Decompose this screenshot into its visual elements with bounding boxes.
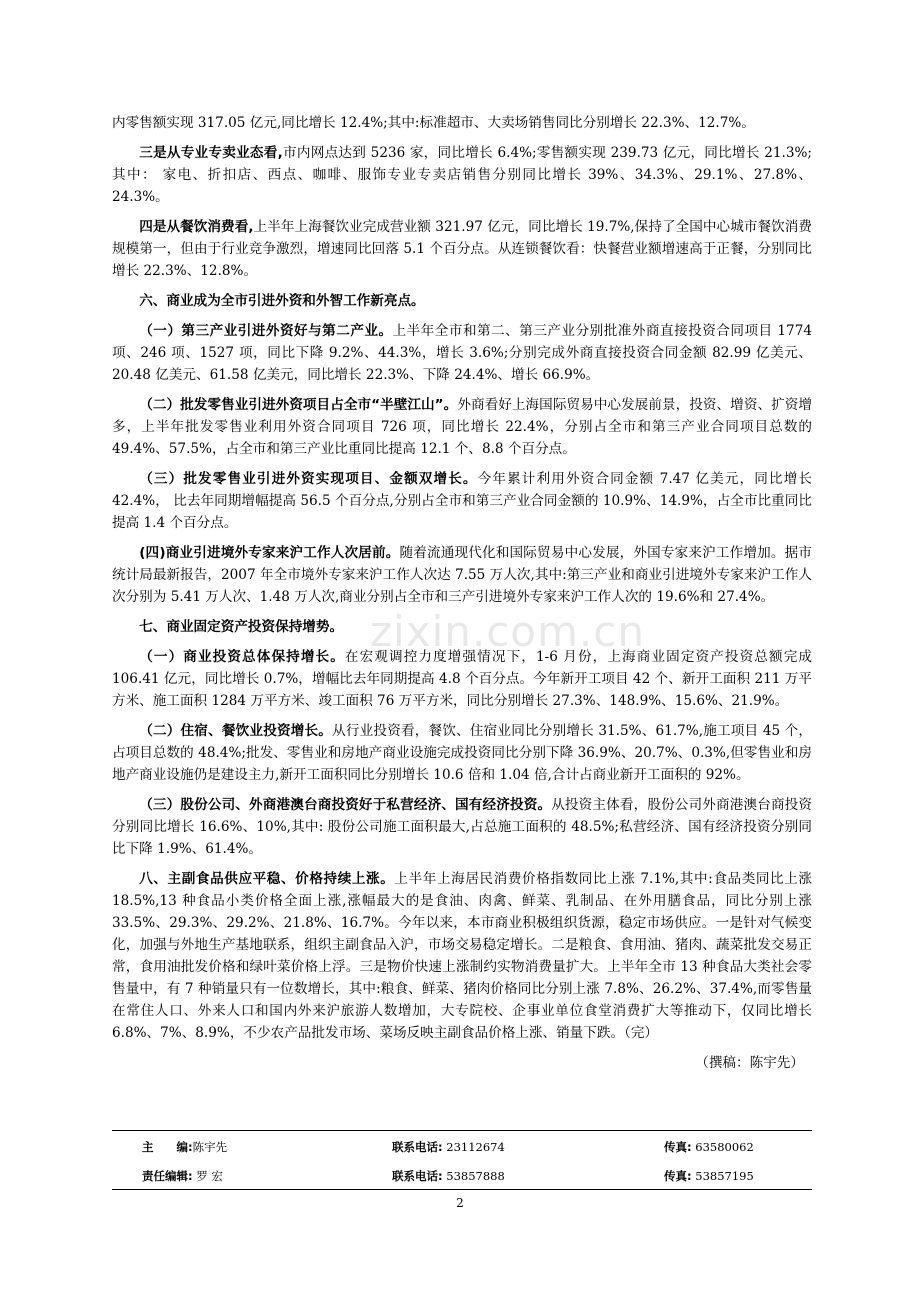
fax-label: 传真: [664,1169,692,1183]
editor-label: 责任编辑: [142,1169,193,1183]
contact-phone-1 [392,1139,505,1155]
responsible-editor [142,1168,223,1184]
paragraph-6-1 [112,320,812,386]
paragraph-text: 外商看好上海国际贸易中心发展前景，投资、增资、扩资增多，上半年批发零售业利用外资合同项目 726 项，同比增长 22.4%，分别占全市和第三产业合同项目总数的 49.4%、57.5%，占全市和第三产业比重同比提高 12.1 个、8.8 个百分点。 [112,397,812,457]
paragraph-heading: 四是从餐饮消费看, [139,219,254,235]
paragraph-heading: (四)商业引进境外专家来沪工作人次居前。 [139,545,400,561]
section-heading-7 [112,616,812,638]
paragraph-text: 随着流通现代化和国际贸易中心发展，外国专家来沪工作增加。据市统计局最新报告，2007 年全市境外专家来沪工作人次达 7.55 万人次,其中:第三产业和商业引进境外专家来沪工作人次分别为 5.41 万人次、1.48 万人次,商业分别占全市和三产引进境外专家来沪工作人次的 19.6%和 27.4%。 [112,545,812,605]
paragraph-heading: 六、商业成为全市引进外资和外智工作新亮点。 [139,293,425,309]
paragraph-6-2 [112,394,812,460]
paragraph-heading: 八、主副食品供应平稳、价格持续上涨。 [139,871,395,887]
paragraph-heading: （三）股份公司、外商港澳台商投资好于私营经济、国有经济投资。 [139,797,552,813]
footer-row-responsible-editor [112,1160,812,1189]
fax-1 [664,1139,754,1155]
paragraph-text: 上半年全市和第二、第三产业分别批准外商直接投资合同项目 1774 项、246 项、1527 项，同比下降 9.2%、44.3%，增长 3.6%;分别完成外商直接投资合同金额 82.99 亿美元、20.48 亿美元、61.58 亿美元，同比增长 22.3%、下降 24.4%、增长 66.9%。 [112,323,813,383]
document-body [112,112,812,1074]
section-heading-6 [112,290,812,312]
paragraph-text: 上半年上海居民消费价格指数同比上涨 7.1%,其中:食品类同比上涨 18.5%,13 种食品小类价格全面上涨,涨幅最大的是食油、肉禽、鲜菜、乳制品、在外用膳食品，同比分别上涨 33.5%、29.3%、29.2%、21.8%、16.7%。今年以来，本市商业积极组织货源，稳定市场供应。一是针对气候变化，加强与外地生产基地联系，组织主副食品入沪，市场交易稳定增长。二是粮食、食用油、猪肉、蔬菜批发交易正常，食用油批发价格和绿叶菜价格上浮。三是物价快速上涨制约实物消费量扩大。上半年全市 13 种食品大类社会零售量中，有 7 种销量只有一位数增长，其中:粮食、鲜菜、猪肉价格同比分别上涨 7.8%、26.2%、37.4%,而零售量在常住人口、外来人口和国内外来沪旅游人数增加，大专院校、企事业单位食堂消费扩大等推动下，仅同比增长 6.8%、7%、8.9%，不少农产品批发市场、菜场反映主副食品价格上涨、销量下跌。（完） [112,871,813,1041]
editor-name: 罗 宏 [196,1169,223,1183]
paragraph-heading: 七、商业固定资产投资保持增势。 [139,619,344,635]
paragraph-heading: （一）第三产业引进外资好与第二产业。 [139,323,393,339]
paragraph-text: 从投资主体看，股份公司外商港澳台商投资分别同比增长 16.6%、10%,其中: 股份公司施工面积最大,占总施工面积的 48.5%;私营经济、国有经济投资分别同比下降 1.9%、61.4%。 [112,797,813,857]
paragraph-6-3 [112,468,812,534]
phone-label: 联系电话: [392,1140,443,1154]
paragraph-6-4 [112,542,812,608]
paragraph-heading: （三）批发零售业引进外资实现项目、金额双增长。 [139,471,478,487]
paragraph-heading: （二）批发零售业引进外资项目占全市“半壁江山”。 [139,397,458,413]
paragraph-1 [112,112,812,134]
phone-number: 53857888 [446,1169,505,1183]
paragraph-heading: （二）住宿、餐饮业投资增长。 [139,723,333,739]
footer-row-editor [112,1131,812,1160]
paragraph-heading: 三是从专业专卖业态看, [139,145,283,161]
phone-label: 联系电话: [392,1169,443,1183]
paragraph-heading: （一）商业投资总体保持增长。 [139,649,345,665]
paragraph-8 [112,868,812,1044]
fax-number: 63580062 [695,1140,754,1154]
phone-number: 23112674 [446,1140,505,1154]
editor-label: 主 编: [142,1140,193,1154]
editor-name: 陈宇先 [192,1140,228,1154]
fax-2 [664,1168,754,1184]
watermark: zixin.com.cn [370,607,645,656]
paragraph-text: 内零售额实现 317.05 亿元,同比增长 12.4%;其中:标准超市、大卖场销售同比分别增长 22.3%、12.7%。 [112,115,755,131]
fax-number: 53857195 [695,1169,754,1183]
paragraph-text: 在宏观调控力度增强情况下，1-6 月份，上海商业固定资产投资总额完成 106.41 亿元，同比增长 0.7%，增幅比去年同期提高 4.8 个百分点。今年新开工项目 42 个、新开工面积 211 万平方米、施工面积 1284 万平方米、竣工面积 76 万平方米，同比分别增长 27.3%、148.9%、15.6%、21.9%。 [112,649,812,709]
paragraph-3 [112,216,812,282]
paragraph-text: 上半年上海餐饮业完成营业额 321.97 亿元，同比增长 19.7%,保持了全国中心城市餐饮消费规模第一，但由于行业竞争激烈，增速同比回落 5.1 个百分点。从连锁餐饮看：快餐营业额增速高于正餐，分别同比增长 22.3%、12.8%。 [112,219,813,279]
fax-label: 传真: [664,1140,692,1154]
paragraph-7-2 [112,720,812,786]
contact-phone-2 [392,1168,505,1184]
paragraph-7-1 [112,646,812,712]
paragraph-text: 从行业投资看，餐饮、住宿业同比分别增长 31.5%、61.7%,施工项目 45 个，占项目总数的 48.4%;批发、零售业和房地产商业设施完成投资同比分别下降 36.9%、20.7%、0.3%,但零售业和房地产商业设施仍是建设主力,新开工面积同比分别增长 10.6 倍和 1.04 倍,合计占商业新开工面积的 92%。 [112,723,813,783]
paragraph-text: 市内网点达到 5236 家，同比增长 6.4%;零售额实现 239.73 亿元，同比增长 21.3%;其中： 家电、折扣店、西点、咖啡、服饰专业专卖店销售分别同比增长 39%、34.3%、29.1%、27.8%、24.3%。 [112,145,812,205]
paragraph-text: 今年累计利用外资合同金额 7.47 亿美元，同比增长 42.4%， 比去年同期增幅提高 56.5 个百分点,分别占全市和第三产业合同金额的 10.9%、14.9%，占全市比重同比提高 1.4 个百分点。 [112,471,812,531]
author-signature: （撰稿：陈宇先） [695,1055,804,1071]
masthead-footer [112,1130,812,1190]
paragraph-2 [112,142,812,208]
editor-in-chief [142,1139,227,1155]
page-number: 2 [456,1196,464,1210]
paragraph-7-3 [112,794,812,860]
